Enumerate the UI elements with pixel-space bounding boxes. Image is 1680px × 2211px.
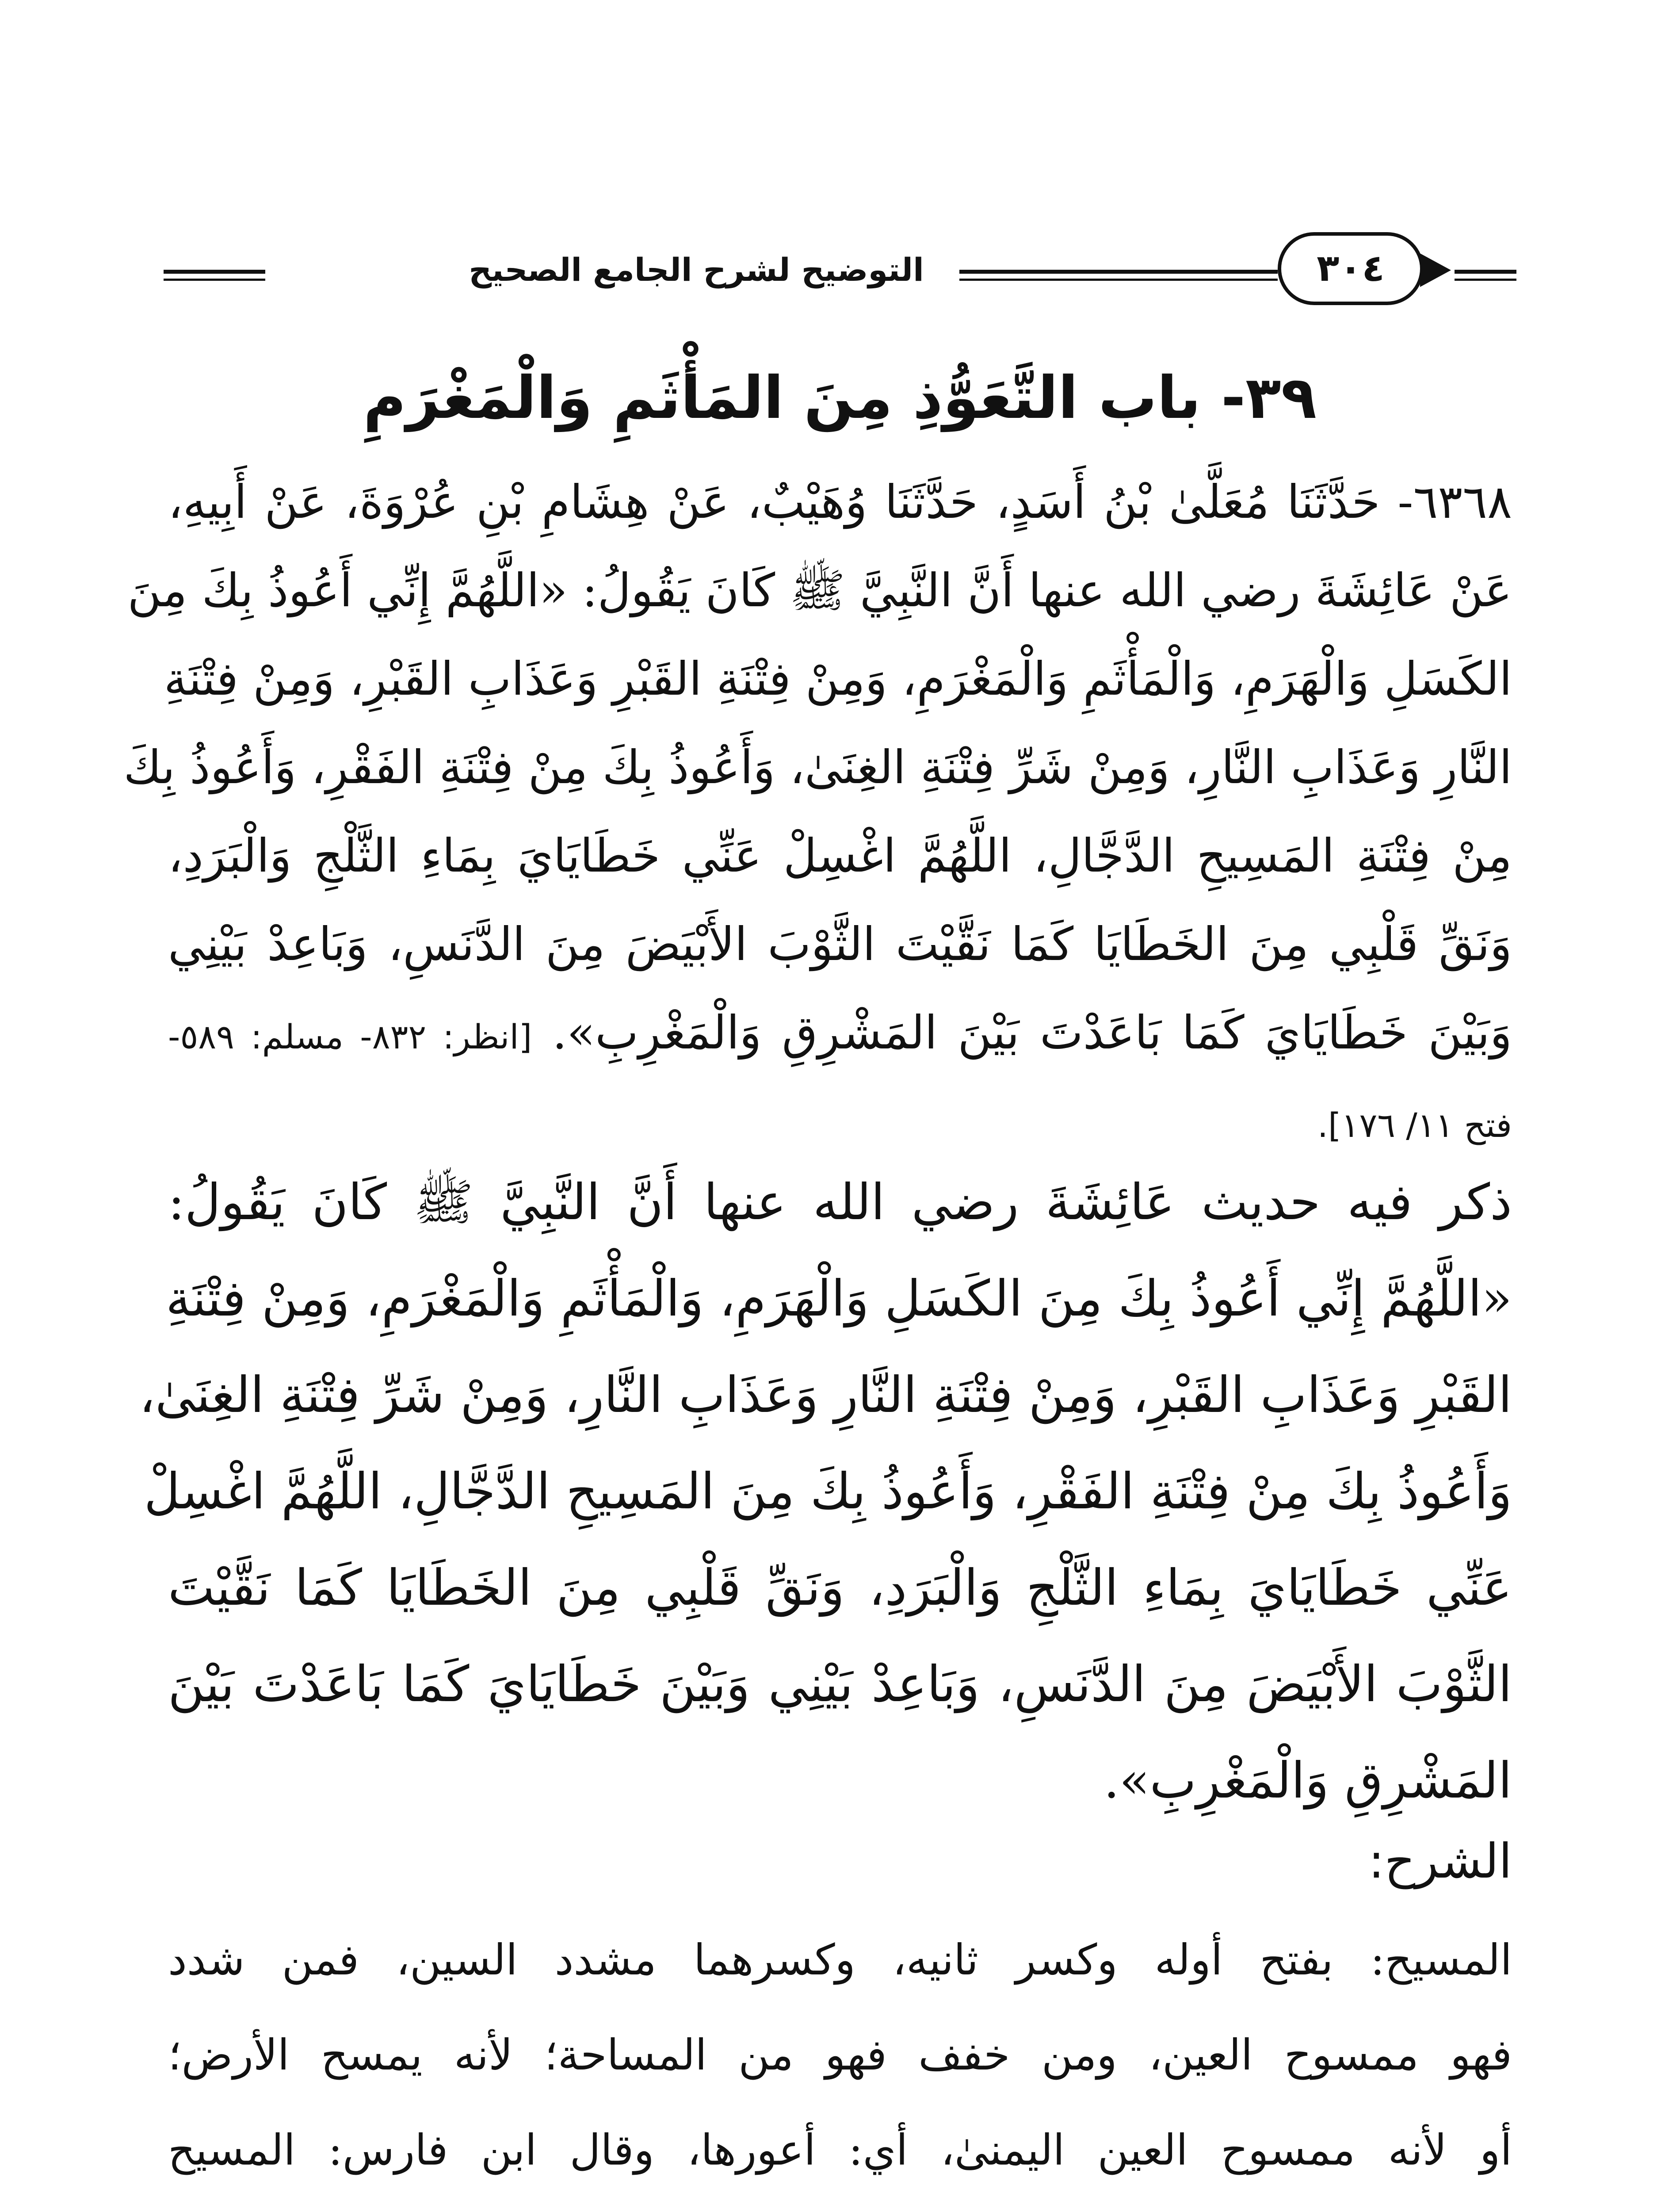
header-rule <box>164 279 265 281</box>
hadith-line: ٦٣٦٨- حَدَّثَنَا مُعَلَّىٰ بْنُ أَسَدٍ، حَدَّثَنَا وُهَيْبٌ، عَنْ هِشَامِ بْنِ عُرْوَةَ، عَنْ أَبِيهِ، <box>168 475 1512 529</box>
header-rule <box>959 279 1278 281</box>
sharh-heading: الشرح: <box>1368 1834 1512 1889</box>
running-title: التوضيح لشرح الجامع الصحيح <box>469 251 924 288</box>
hadith-line: عَنْ عَائِشَةَ رضي الله عنها أَنَّ النَّبِيَّ ﷺ كَانَ يَقُولُ: «اللَّهُمَّ إِنِّي أَعُوذُ بِكَ مِنَ <box>127 563 1512 617</box>
cross-reference: فتح ١١/ ١٧٦]. <box>1317 1106 1512 1145</box>
header-rule <box>1455 279 1516 281</box>
cross-reference: [انظر: ٨٣٢- مسلم: ٥٨٩- <box>168 1017 532 1056</box>
commentary-line: المَشْرِقِ وَالْمَغْرِبِ». <box>1103 1752 1512 1809</box>
header-rule <box>959 270 1278 274</box>
explanation-last-line <box>168 2198 1512 2211</box>
chapter-title: ٣٩- باب التَّعَوُّذِ مِنَ المَأْثَمِ وَالْمَغْرَمِ <box>363 364 1317 432</box>
commentary-line: ذكر فيه حديث عَائِشَةَ رضي الله عنها أَنَّ النَّبِيَّ ﷺ كَانَ يَقُولُ: <box>168 1174 1512 1231</box>
hadith-text <box>123 458 1512 1170</box>
explanation-text <box>168 1913 1512 2211</box>
commentary-line: «اللَّهُمَّ إِنِّي أَعُوذُ بِكَ مِنَ الكَسَلِ وَالْهَرَمِ، وَالْمَأْثَمِ وَالْمَغْرَمِ، وَمِنْ فِتْنَةِ <box>165 1270 1512 1327</box>
hadith-line: مِنْ فِتْنَةِ المَسِيحِ الدَّجَّالِ، اللَّهُمَّ اغْسِلْ عَنِّي خَطَايَايَ بِمَاءِ الثَّلْجِ وَالْبَرَدِ، <box>168 829 1512 883</box>
commentary-line: الثَّوْبَ الأَبْيَضَ مِنَ الدَّنَسِ، وَبَاعِدْ بَيْنِي وَبَيْنَ خَطَايَايَ كَمَا بَاعَدْتَ بَيْنَ <box>168 1656 1512 1713</box>
commentary-line: وَأَعُوذُ بِكَ مِنْ فِتْنَةِ الفَقْرِ، وَأَعُوذُ بِكَ مِنَ المَسِيحِ الدَّجَّالِ، اللَّهُمَّ اغْسِلْ <box>144 1463 1512 1520</box>
hadith-line: وَنَقِّ قَلْبِي مِنَ الخَطَايَا كَمَا نَقَّيْتَ الثَّوْبَ الأَبْيَضَ مِنَ الدَّنَسِ، وَبَاعِدْ بَيْنِي <box>168 917 1512 971</box>
hadith-line-with-reference <box>168 988 1512 1081</box>
commentary-line: القَبْرِ وَعَذَابِ القَبْرِ، وَمِنْ فِتْنَةِ النَّارِ وَعَذَابِ النَّارِ، وَمِنْ شَرِّ فِتْنَةِ الغِنَىٰ، <box>139 1366 1512 1424</box>
explanation-line: فهو ممسوح العين، ومن خفف فهو من المساحة؛ لأنه يمسح الأرض؛ <box>168 2030 1512 2080</box>
badge-arrow-icon <box>1420 253 1451 287</box>
running-header <box>164 228 1516 316</box>
page-number: ٣٠٤ <box>1317 246 1385 290</box>
header-rule <box>164 270 265 274</box>
commentary-text <box>139 1154 1512 1829</box>
hadith-line: الكَسَلِ وَالْهَرَمِ، وَالْمَأْثَمِ وَالْمَغْرَمِ، وَمِنْ فِتْنَةِ القَبْرِ وَعَذَابِ القَبْرِ، وَمِنْ فِتْنَةِ <box>164 652 1512 706</box>
hadith-line: وَبَيْنَ خَطَايَايَ كَمَا بَاعَدْتَ بَيْنَ المَشْرِقِ وَالْمَغْرِبِ». <box>552 1006 1512 1060</box>
explanation-line: أو لأنه ممسوح العين اليمنىٰ، أي: أعورها، وقال ابن فارس: المسيح <box>168 2125 1512 2175</box>
header-rule <box>1455 270 1516 274</box>
explanation-line: المسيح: بفتح أوله وكسر ثانيه، وكسرهما مشدد السين، فمن شدد <box>168 1935 1512 1985</box>
commentary-line: عَنِّي خَطَايَايَ بِمَاءِ الثَّلْجِ وَالْبَرَدِ، وَنَقِّ قَلْبِي مِنَ الخَطَايَا كَمَا نَقَّيْتَ <box>168 1559 1512 1617</box>
hadith-line: النَّارِ وَعَذَابِ النَّارِ، وَمِنْ شَرِّ فِتْنَةِ الغِنَىٰ، وَأَعُوذُ بِكَ مِنْ فِتْنَةِ الفَقْرِ، وَأَعُوذُ بِكَ <box>123 740 1512 794</box>
page-number-badge <box>1278 232 1424 305</box>
